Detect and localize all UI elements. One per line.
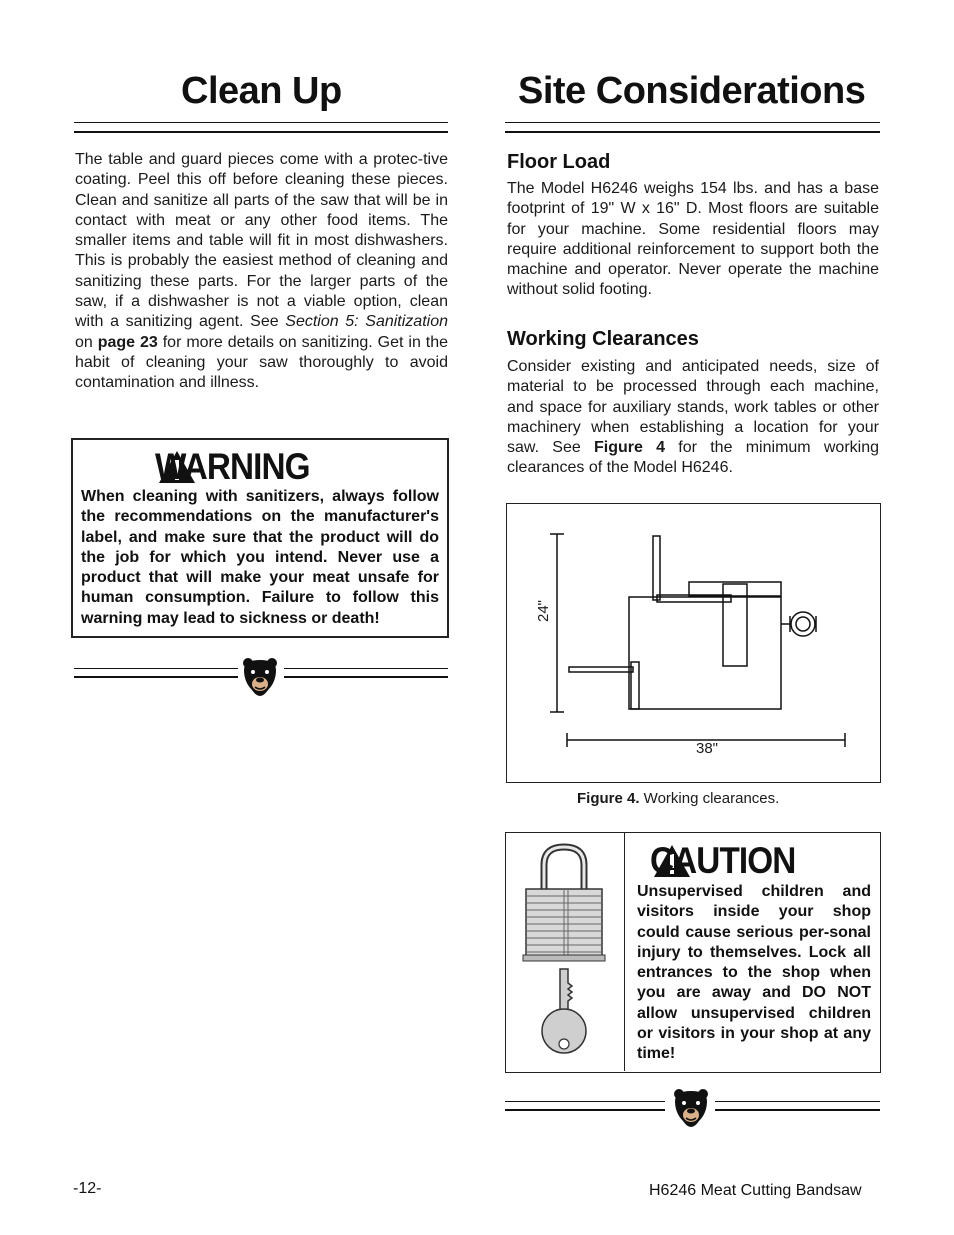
clean-up-text-on: on	[75, 333, 98, 351]
bear-logo-icon	[240, 656, 280, 698]
clean-up-text-2: for more details on sanitizing. Get in the habit of cleaning your saw thoroughly to avoid contamination and illness.	[75, 333, 449, 392]
bear-logo-icon	[671, 1087, 711, 1129]
figure-ref: Figure 4	[594, 439, 666, 457]
clean-up-text-1: The table and guard pieces come with a protec-tive coating. Peel this off before cleaning these pieces. Clean and sanitize all parts of the saw that will be in contact with meat or any other food items. The smaller items and table will fit in most dishwashers. This is probably the easiest method of cleaning and sanitizing these parts. For the larger parts of the saw, if a dishwasher is not a viable option, clean with a sanitizing agent. See	[75, 151, 448, 331]
right-end-ornament	[505, 1087, 880, 1129]
caution-text: Unsupervised children and visitors inside your shop could cause serious per-sonal injury to themselves. Lock all entrances to the shop when you are away and DO NOT allow unsupervised children or visitors in your shop at any time!	[637, 883, 871, 1063]
sanitization-section-ref: Section 5: Sanitization	[285, 313, 448, 331]
page-number: -12-	[73, 1180, 102, 1197]
working-clearances-text-1: Consider existing and anticipated needs, size of material to be processed through each machine, and space for auxiliary stands, work tables or other machinery when establishing a location for your saw. See	[507, 358, 879, 457]
figure-4-frame	[506, 503, 881, 783]
clean-up-paragraph	[75, 150, 448, 394]
clean-up-rule-thin	[74, 122, 448, 123]
figure-4-caption-label: Figure 4.	[577, 790, 640, 807]
clearance-diagram	[507, 504, 880, 782]
warning-label: WARNING	[155, 446, 310, 487]
caution-header	[650, 839, 796, 883]
dim-38-label: 38"	[696, 740, 719, 757]
dim-24-label: 24"	[535, 599, 552, 622]
page-ref: page 23	[97, 333, 158, 351]
floor-load-text: The Model H6246 weighs 154 lbs. and has a base footprint of 19" W x 16" D. Most floors are suitable for your machine. Some residential floors may require additional reinforcement to support both the machine and operator. Never operate the machine without solid footing.	[507, 180, 879, 299]
figure-4-caption	[577, 790, 779, 807]
caution-box	[505, 832, 881, 1073]
site-rule-thick	[505, 131, 880, 133]
footer-model: H6246 Meat Cutting Bandsaw	[649, 1182, 862, 1199]
caution-divider	[624, 833, 625, 1071]
working-clearances-text-2: for the minimum working clearances of the Model H6246.	[507, 439, 880, 477]
clean-up-rule-thick	[74, 131, 448, 133]
left-end-ornament	[74, 656, 448, 698]
working-clearances-heading: Working Clearances	[507, 328, 699, 350]
site-rule-thin	[505, 122, 880, 123]
warning-header	[155, 444, 310, 490]
working-clearances-text	[507, 357, 879, 479]
warning-text: When cleaning with sanitizers, always follow the recommendations on the manufacturer's label, and make sure that the product will do the job for which you intend. Never use a product that will make your meat unsafe for human consumption. Failure to follow this warning may lead to sickness or death!	[81, 488, 439, 627]
site-considerations-title: Site Considerations	[518, 70, 866, 112]
warning-box	[71, 438, 449, 638]
padlock-key-icon	[520, 843, 610, 1063]
figure-4-caption-text: Working clearances.	[639, 790, 780, 807]
floor-load-heading: Floor Load	[507, 151, 611, 173]
caution-label: CAUTION	[650, 840, 796, 881]
clean-up-title: Clean Up	[181, 70, 342, 112]
